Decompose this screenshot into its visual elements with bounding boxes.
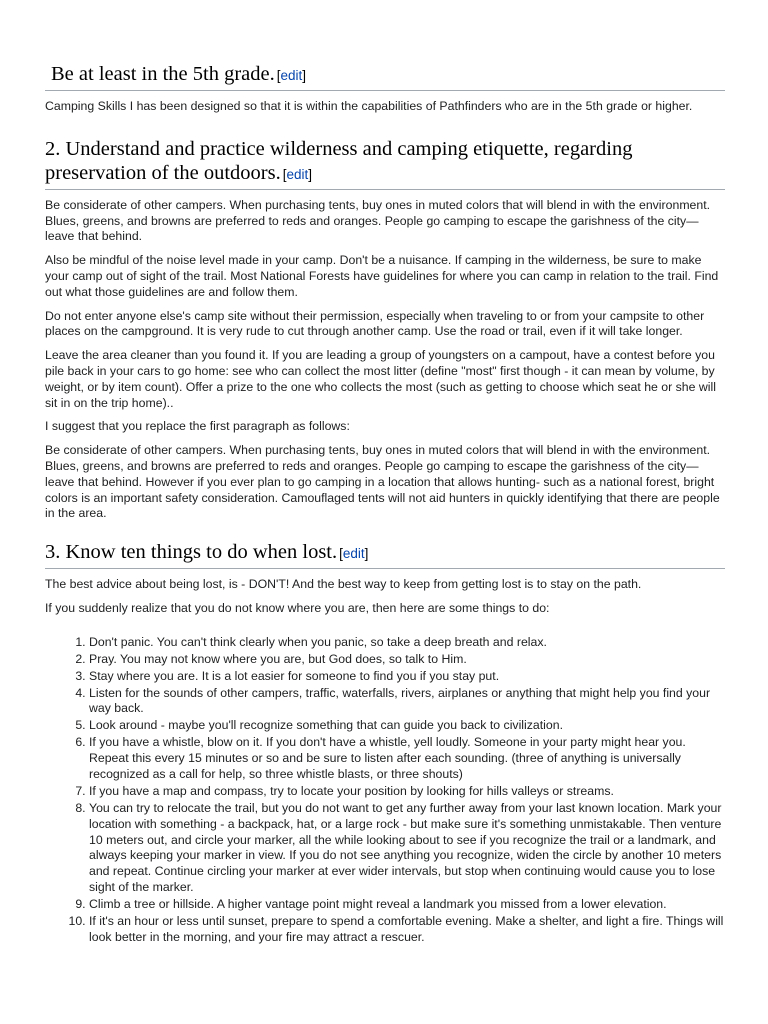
- paragraph: Be considerate of other campers. When purchasing tents, buy ones in muted colors that will blend in with the environment. Blues, greens, and browns are preferred to reds and oranges. People go camping to escape the garishness of the city—leave that behind. However if you ever plan to go camping in a location that allows hunting- such as a national forest, bright colors is an important safety consideration. Camouflaged tents will not aid hunters in quickly identifying that there are people in the area.: [45, 443, 720, 521]
- list-item: 1. Don't panic. You can't think clearly when you panic, so take a deep breath and relax.: [89, 635, 725, 651]
- section-heading-text: 2. Understand and practice wilderness and camping etiquette, regarding preservation of the outdoors.: [45, 137, 633, 184]
- list-item: 5. Look around - maybe you'll recognize something that can guide you back to civilization.: [89, 718, 725, 734]
- paragraph: Do not enter anyone else's camp site without their permission, especially when traveling to or from your campsite to other places on the campground. It is very rude to cut through another camp. Use the road or trail, even if it will take longer.: [45, 308, 705, 339]
- edit-link-wrapper: [edit]: [282, 166, 313, 182]
- list-item: 10. If it's an hour or less until sunset, prepare to spend a comfortable evening. Make a shelter, and light a fire. Things will look better in the morning, and your fire may attract a rescuer.: [89, 914, 725, 946]
- section-heading-etiquette: [45, 137, 725, 190]
- paragraph: I suggest that you replace the first paragraph as follows:: [45, 419, 350, 434]
- section-heading-text: Be at least in the 5th grade.: [51, 63, 275, 85]
- paragraph: Also be mindful of the noise level made in your camp. Don't be a nuisance. If camping in the wilderness, be sure to make your camp out of sight of the trail. Most National Forests have guidelines for where you can camp in relation to the trail. Find out what those guidelines are and follow them.: [45, 253, 719, 299]
- edit-link[interactable]: edit: [286, 166, 309, 182]
- paragraph: Be considerate of other campers. When purchasing tents, buy ones in muted colors that will blend in with the environment. Blues, greens, and browns are preferred to reds and oranges. People go camping to escape the garishness of the city—leave that behind.: [45, 197, 711, 244]
- list-item: 6. If you have a whistle, blow on it. If you don't have a whistle, yell loudly. Someone in your party might hear you. Repeat this every 15 minutes or so and be sure to listen after each sounding. (three of anything is universally recognized as a call for help, so three whistle blasts, or three shouts): [89, 735, 725, 782]
- edit-link-wrapper: [edit]: [276, 68, 307, 83]
- list-item: 4. Listen for the sounds of other campers, traffic, waterfalls, rivers, airplanes or anything that might help you find your way back.: [89, 686, 725, 718]
- list-item: 9. Climb a tree or hillside. A higher vantage point might reveal a landmark you missed from a lower elevation.: [89, 897, 725, 913]
- paragraph: The best advice about being lost, is - DON'T! And the best way to keep from getting lost is to stay on the path.: [45, 577, 642, 592]
- document-page: [45, 0, 725, 947]
- list-item: 7. If you have a map and compass, try to locate your position by looking for hills valleys or streams.: [89, 784, 725, 800]
- section-heading-grade: [45, 62, 725, 91]
- paragraph: If you suddenly realize that you do not know where you are, then here are some things to do:: [45, 600, 550, 615]
- paragraph: Leave the area cleaner than you found it. If you are leading a group of youngsters on a campout, have a contest before you pile back in your cars to go home: see who can collect the most litter (define "most" first though - it can mean by volume, by weight, or by item count). Offer a prize to the one who collects the most (such as getting to choose which seat he or she will sit in on the trip home)..: [45, 348, 716, 410]
- list-item: 2. Pray. You may not know where you are, but God does, so talk to Him.: [89, 652, 725, 668]
- section-heading-lost: [45, 540, 725, 569]
- edit-link[interactable]: edit: [342, 546, 365, 562]
- edit-link[interactable]: edit: [280, 68, 303, 83]
- list-item: 3. Stay where you are. It is a lot easier for someone to find you if you stay put.: [89, 669, 725, 685]
- section-heading-text: 3. Know ten things to do when lost.: [45, 541, 338, 564]
- lost-steps-list: [45, 635, 725, 946]
- edit-link-wrapper: [edit]: [339, 546, 369, 562]
- paragraph: Camping Skills I has been designed so that it is within the capabilities of Pathfinders who are in the 5th grade or higher.: [45, 99, 693, 113]
- list-item: 8. You can try to relocate the trail, but you do not want to get any further away from your last known location. Mark your location with something - a backpack, hat, or a large rock - but make sure it's something unmistakable. Then venture 10 meters out, and circle your marker, all the while looking about to see if you recognize the trail or a landmark, and always keeping your marker in view. If you do not see anything you recognize, widen the circle by another 10 meters and repeat. Continue circling your marker at ever wider intervals, but stop when continuing would cause you to lose sight of the marker.: [89, 801, 725, 896]
